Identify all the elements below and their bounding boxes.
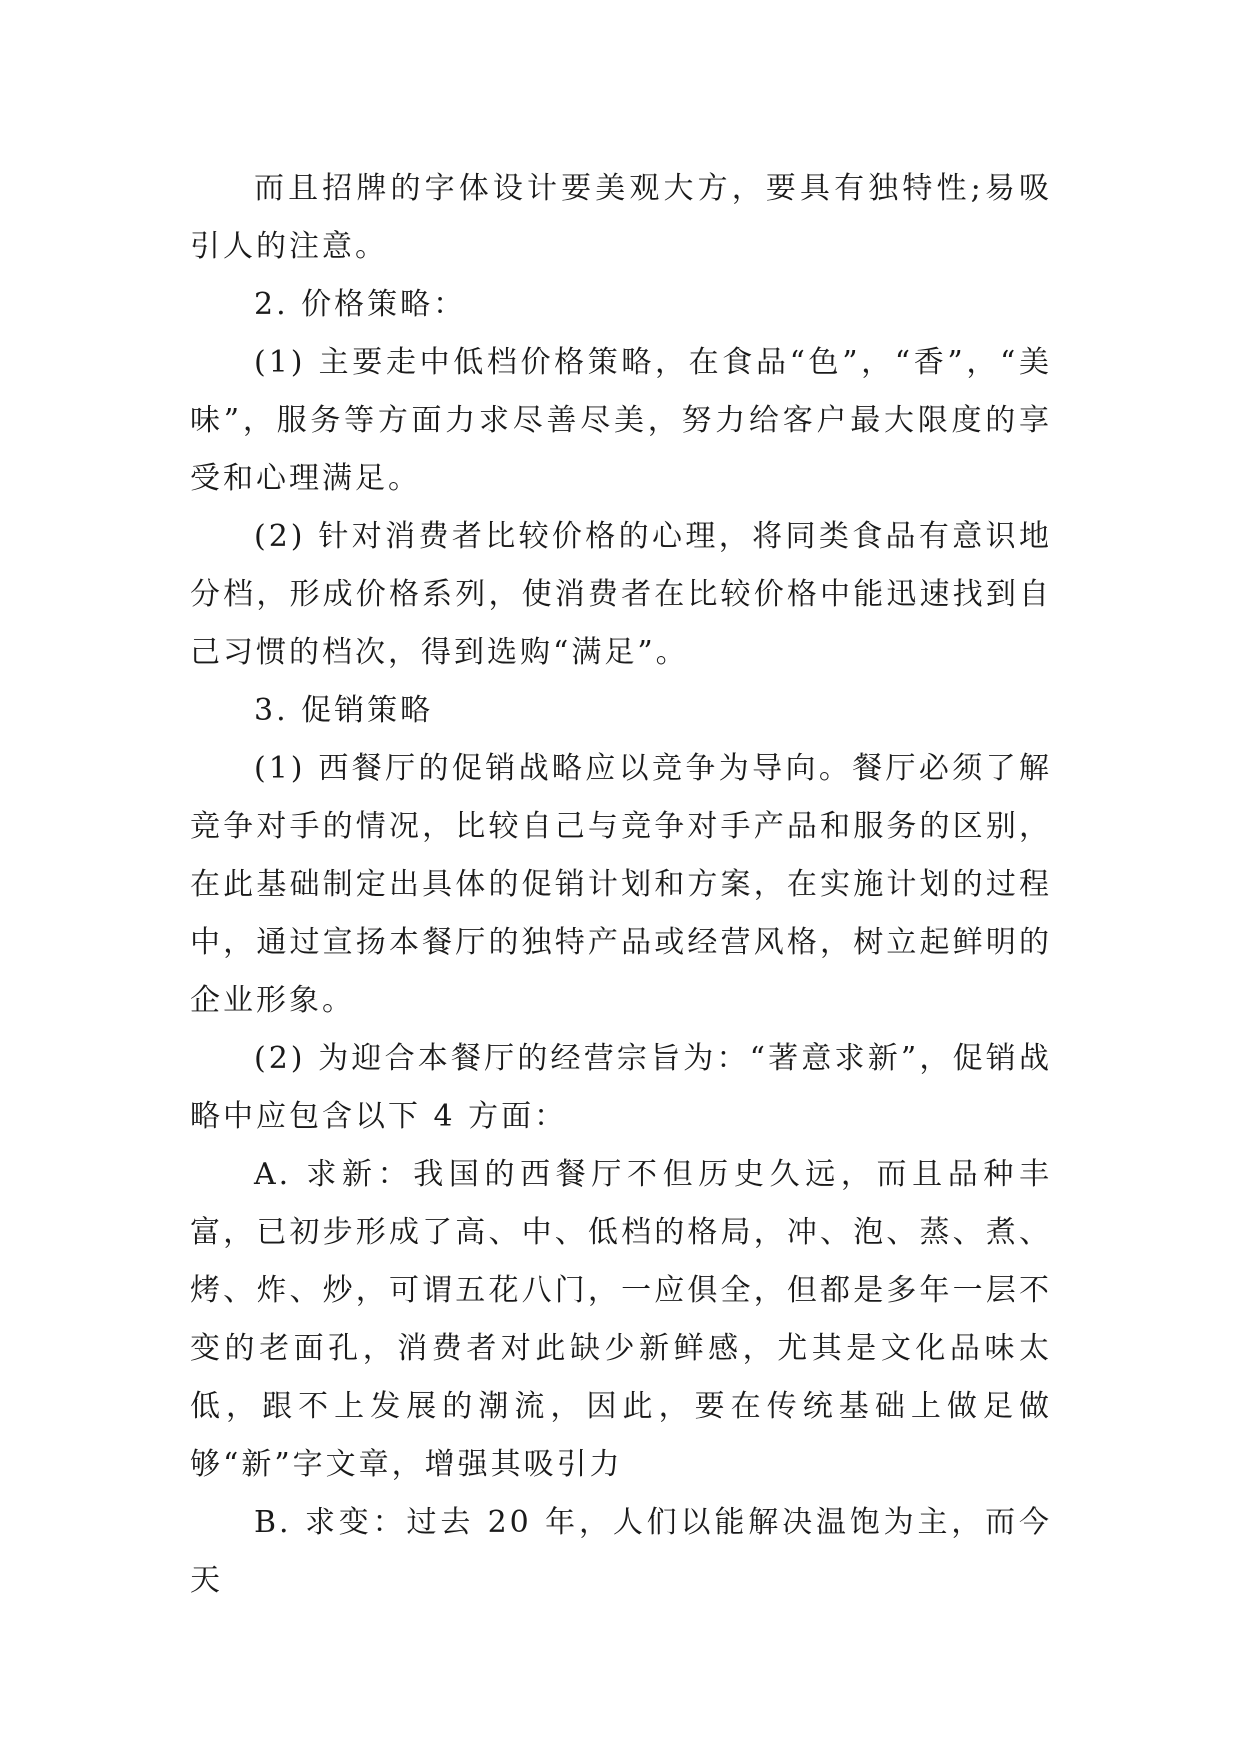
heading-price-strategy: 2. 价格策略： (254, 287, 467, 322)
paragraph-price-1: (1) 主要走中低档价格策略，在食品“色”，“香”，“美味”，服务等方面力求尽善尽美，努力给客户最大限度的享受和心理满足。 (190, 345, 1052, 496)
document-body (190, 160, 1052, 1610)
paragraph-price-2: (2) 针对消费者比较价格的心理，将同类食品有意识地分档，形成价格系列，使消费者在比较价格中能迅速找到自己习惯的档次，得到选购“满足”。 (190, 519, 1052, 670)
paragraph-promotion-2: (2) 为迎合本餐厅的经营宗旨为：“著意求新”，促销战略中应包含以下 4 方面： (190, 1041, 1052, 1134)
heading-promotion-strategy: 3. 促销策略 (254, 693, 434, 728)
paragraph-seek-change: B. 求变：过去 20 年，人们以能解决温饱为主，而今天 (190, 1505, 1052, 1598)
paragraph-promotion-1: (1) 西餐厅的促销战略应以竞争为导向。餐厅必须了解竞争对手的情况，比较自己与竞争对手产品和服务的区别，在此基础制定出具体的促销计划和方案，在实施计划的过程中，通过宣扬本餐厅的独特产品或经营风格，树立起鲜明的企业形象。 (190, 751, 1052, 1018)
paragraph-seek-novelty: A. 求新：我国的西餐厅不但历史久远，而且品种丰富，已初步形成了高、中、低档的格局，冲、泡、蒸、煮、烤、炸、炒，可谓五花八门，一应俱全，但都是多年一层不变的老面孔，消费者对此缺少新鲜感，尤其是文化品味太低，跟不上发展的潮流，因此，要在传统基础上做足做够“新”字文章，增强其吸引力 (190, 1157, 1052, 1482)
paragraph-signboard: 而且招牌的字体设计要美观大方，要具有独特性;易吸引人的注意。 (190, 171, 1052, 264)
